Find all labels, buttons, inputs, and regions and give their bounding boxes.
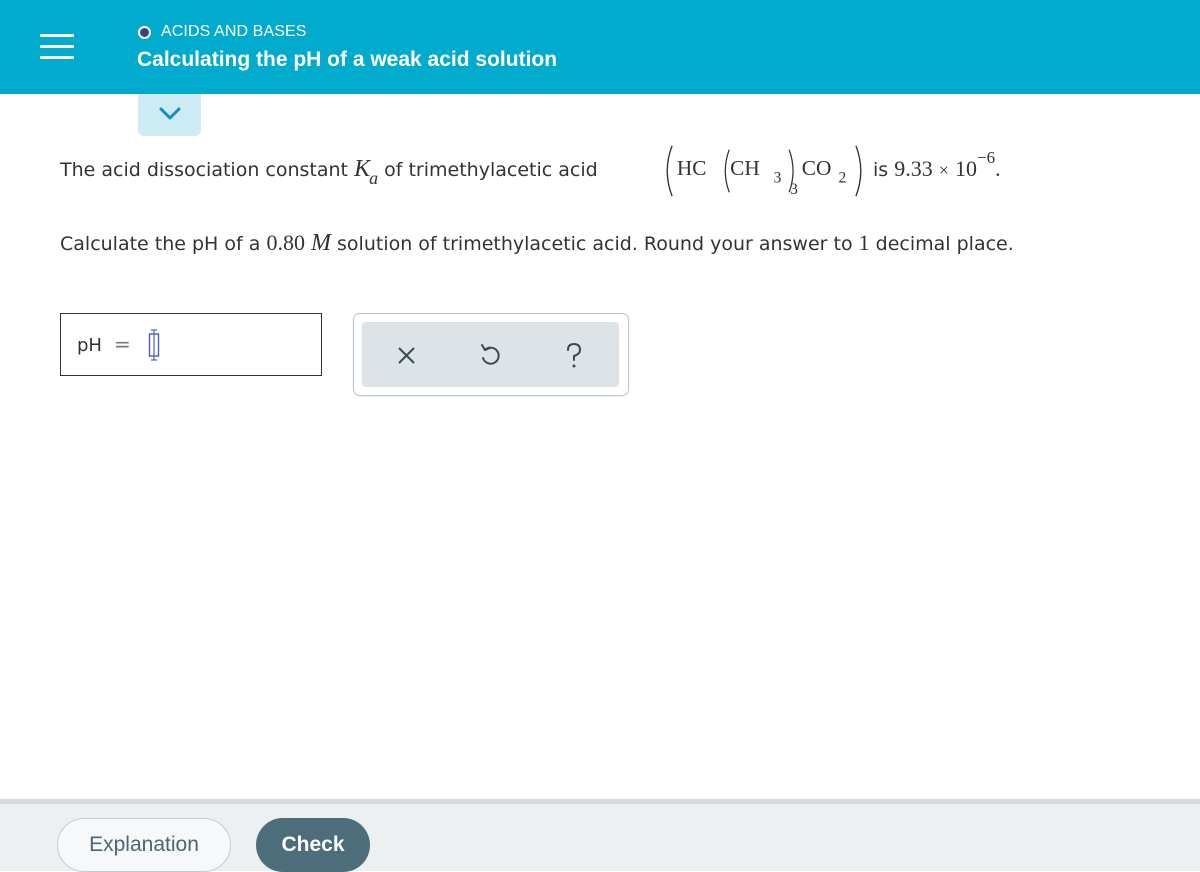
inner-paren-left [725,150,729,193]
ka-mantissa: 9.33 [894,156,933,181]
check-button[interactable]: Check [256,818,370,872]
outer-paren-right [856,146,861,196]
formula-hc: HC [676,155,707,180]
formula-ch: CH [730,155,760,180]
topic-row [138,21,307,43]
formula-sub-2: 2 [838,169,847,187]
trimethylacetic-acid-formula [657,140,872,200]
ka-base: 10 [954,156,977,181]
x-close-icon [392,340,422,370]
ph-label: pH [77,335,102,356]
ka-value [873,148,1001,182]
question-line-1 [60,156,598,188]
question-mark-icon [559,340,589,370]
menu-line [40,45,74,48]
top-bar [0,0,1200,94]
question-mid: of trimethylacetic acid [384,159,598,181]
equals-sign: = [114,332,131,356]
outer-paren-left [667,146,672,196]
question-line-2 [60,230,1014,257]
times-sign: × [938,160,949,180]
is-word: is [873,159,889,181]
undo-button[interactable] [475,340,505,370]
ka-subscript: a [369,168,379,188]
question-line2-prefix: Calculate the pH of a [60,233,261,255]
lesson-title: Calculating the pH of a weak acid solution [137,48,558,71]
formula-co: CO [801,155,832,180]
question-line2-end: decimal place. [875,233,1014,255]
menu-line [40,56,74,59]
ph-answer-input[interactable] [147,328,161,362]
formula-sub-3a: 3 [773,169,782,187]
chevron-down-icon [159,107,181,121]
ka-period: . [995,156,1001,181]
decimal-count: 1 [858,230,870,255]
question-prefix: The acid dissociation constant [60,159,349,181]
concentration-value: 0.80 [266,230,305,255]
menu-line [40,34,74,37]
ka-symbol: K [354,156,371,182]
input-cursor-icon [147,328,161,362]
explanation-button[interactable]: Explanation [57,818,231,872]
footer-bar [0,799,1200,871]
tool-panel [353,313,629,396]
topic-label: ACIDS AND BASES [161,23,307,40]
topic-progress-dot-icon [138,26,151,39]
tool-panel-inner [362,322,619,387]
help-button[interactable] [559,340,589,370]
molarity-unit: M [310,230,331,256]
formula-sub-3b: 3 [790,181,798,199]
question-line2-suffix: solution of trimethylacetic acid. Round your answer to [337,233,853,255]
hamburger-menu-icon[interactable] [40,32,74,60]
clear-button[interactable] [392,340,422,370]
ka-exponent: −6 [976,148,996,167]
answer-box [60,313,322,376]
collapse-header-button[interactable] [138,94,201,136]
undo-icon [475,340,505,370]
